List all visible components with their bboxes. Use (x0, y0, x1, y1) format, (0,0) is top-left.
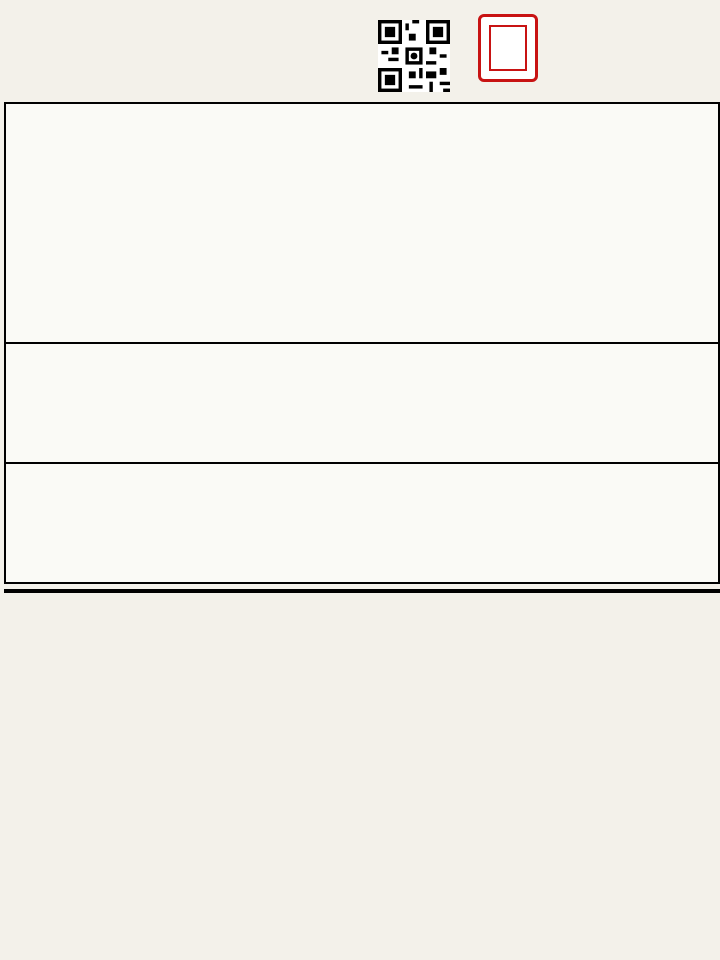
pillars-row (6, 104, 718, 344)
yearly-grid (4, 589, 720, 593)
daivan-row-1 (6, 344, 718, 464)
chart-grid (4, 102, 720, 584)
red-seal-icon (478, 14, 538, 82)
qr-code-icon (378, 20, 450, 92)
daivan-row-2 (6, 464, 718, 582)
